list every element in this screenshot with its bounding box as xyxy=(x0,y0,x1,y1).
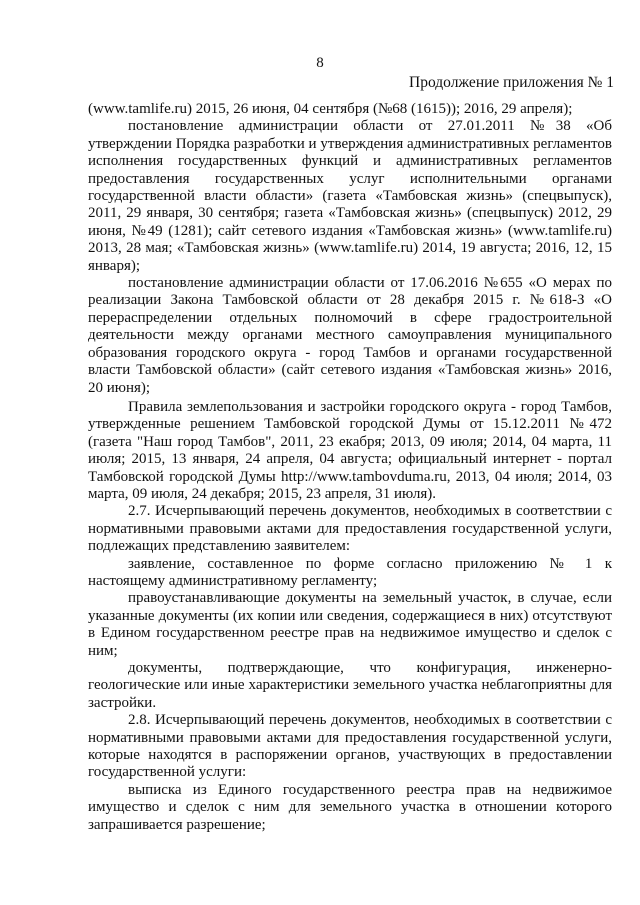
paragraph-registry-extract: выписка из Единого государственного реестра прав на недвижимое имущество и сделок с ним для земельного участка в отношении которого запрашивается разрешение; xyxy=(88,781,612,833)
paragraph-source-tail: (www.tamlife.ru) 2015, 26 июня, 04 сентября (№68 (1615)); 2016, 29 апреля); xyxy=(88,101,573,117)
paragraph-supporting-documents: документы, подтверждающие, что конфигурация, инженерно-геологические или иные характеристики земельного участка неблагоприятны для застройки. xyxy=(88,660,612,711)
document-body xyxy=(88,101,612,834)
paragraph-application-form: заявление, составленное по форме согласно приложению № 1 к настоящему административному регламенту; xyxy=(88,555,612,589)
paragraph-section-2-7: 2.7. Исчерпывающий перечень документов, необходимых в соответствии с нормативными правовыми актами для предоставления государственной услуги, подлежащих представлению заявителем: xyxy=(88,503,612,555)
paragraph-land-use-rules: Правила землепользования и застройки городского округа - город Тамбов, утвержденные решением Тамбовской городской Думы от 15.12.2011 №472 (газета "Наш город Тамбов", 2011, 23 екабря; 2013, 09 июля; 2014, 04 марта, 11 июля; 2015, 13 января, 24 апреля, 04 августа; официальный интернет - портал Тамбовской городской Думы http://www.tambovduma.ru, 2013, 04 июля; 2014, 03 марта, 09 июля, 24 декабря; 2015, 23 апреля, 31 июля). xyxy=(88,398,612,502)
paragraph-resolution-38: постановление администрации области от 27.01.2011 №38 «Об утверждении Порядка разработки и утверждения административных регламентов исполнения государственных функций и административных регламентов предоставления государственных услуг исполнительными органами государственной власти области» (газета «Тамбовская жизнь» (спецвыпуск), 2011, 29 января, 30 сентября; газета «Тамбовская жизнь» (спецвыпуск) 2012, 29 июня, №49 (1281); сайт сетевого издания «Тамбовская жизнь» (www.tamlife.ru) 2013, 28 мая; «Тамбовская жизнь» (www.tamlife.ru) 2014, 19 августа; 2016, 12, 15 января); xyxy=(88,118,612,274)
paragraph-section-2-8: 2.8. Исчерпывающий перечень документов, необходимых в соответствии с нормативными правовыми актами для предоставления государственной услуги, которые находятся в распоряжении органов, участвующих в предоставлении государственной услуги: xyxy=(88,712,612,781)
appendix-continuation-label: Продолжение приложения № 1 xyxy=(409,74,614,91)
page-number: 8 xyxy=(316,55,324,71)
paragraph-resolution-655: постановление администрации области от 17.06.2016 №655 «О мерах по реализации Закона Тамбовской области от 28 декабря 2015 г. №618-З «О перераспределении отдельных полномочий в сфере градостроительной деятельности между органами местного самоуправления муниципального образования городского округа - город Тамбов и органами государственной власти Тамбовской области» (сайт сетевого издания «Тамбовская жизнь» 2016, 20 июня); xyxy=(88,275,612,396)
paragraph-title-documents: правоустанавливающие документы на земельный участок, в случае, если указанные документы (их копии или сведения, содержащиеся в них) отсутствуют в Едином государственном реестре прав на недвижимое имущество и сделок с ним; xyxy=(88,590,612,659)
